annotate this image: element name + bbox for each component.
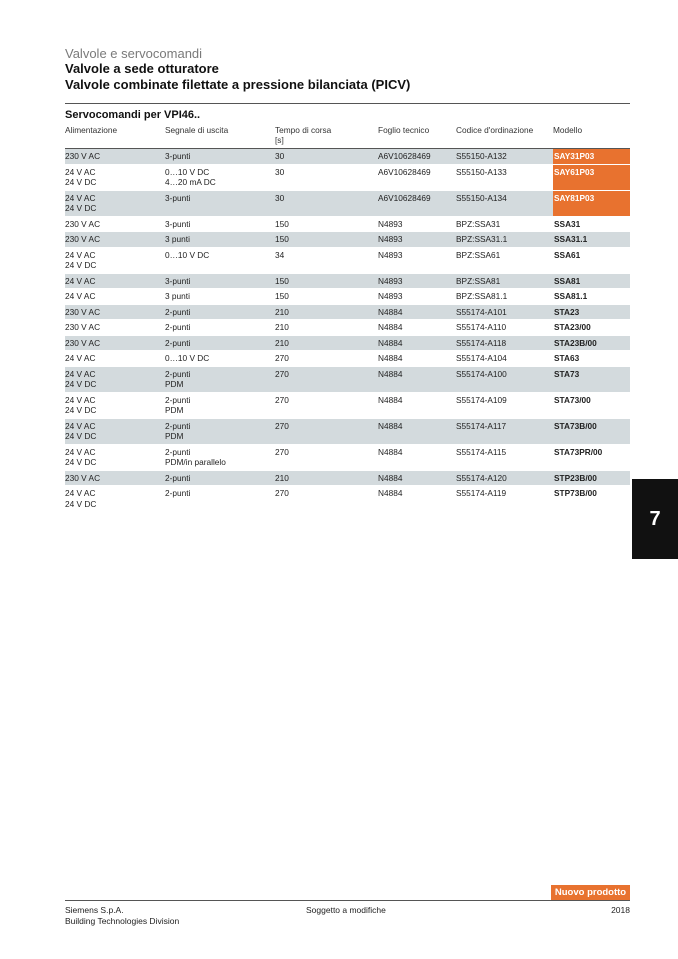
cell-tempo: 210	[275, 335, 378, 351]
table-row	[65, 486, 630, 512]
table-row	[65, 335, 630, 351]
cell-codice: S55174-A120	[456, 470, 553, 486]
cell-codice: BPZ:SSA61	[456, 247, 553, 273]
footer-company: Siemens S.p.A.	[65, 905, 124, 915]
col-codice: Codice d'ordinazione	[456, 123, 553, 149]
table-row	[65, 351, 630, 367]
table-row	[65, 190, 630, 216]
cell-codice: S55174-A110	[456, 320, 553, 336]
col-tempo: Tempo di corsa [s]	[275, 123, 378, 149]
cell-codice: S55174-A115	[456, 444, 553, 470]
table-row	[65, 418, 630, 444]
table-row	[65, 273, 630, 289]
cell-tempo: 270	[275, 351, 378, 367]
cell-modello: SSA81.1	[553, 289, 630, 305]
footer-divider	[65, 900, 630, 901]
cell-foglio: N4893	[378, 232, 456, 248]
cell-foglio: A6V10628469	[378, 164, 456, 190]
cell-tempo: 150	[275, 289, 378, 305]
cell-tempo: 150	[275, 216, 378, 232]
col-alimentazione: Alimentazione	[65, 123, 165, 149]
page-subtitle: Valvole combinate filettate a pressione bilanciata (PICV)	[65, 77, 411, 92]
cell-modello: SAY61P03	[553, 164, 630, 190]
cell-codice: BPZ:SSA81.1	[456, 289, 553, 305]
table-row	[65, 164, 630, 190]
cell-alimentazione: 230 V AC	[65, 232, 165, 248]
footer-year: 2018	[611, 905, 630, 915]
cell-foglio: N4884	[378, 366, 456, 392]
cell-tempo: 150	[275, 273, 378, 289]
cell-codice: BPZ:SSA31.1	[456, 232, 553, 248]
cell-segnale: 2-punti PDM	[165, 366, 275, 392]
cell-modello: STA73	[553, 366, 630, 392]
cell-segnale: 2-punti	[165, 304, 275, 320]
cell-alimentazione: 24 V AC 24 V DC	[65, 392, 165, 418]
cell-codice: BPZ:SSA31	[456, 216, 553, 232]
cell-foglio: N4884	[378, 418, 456, 444]
cell-segnale: 3-punti	[165, 190, 275, 216]
chapter-tab	[632, 479, 678, 559]
footer-division: Building Technologies Division	[65, 916, 180, 926]
cell-tempo: 210	[275, 320, 378, 336]
cell-alimentazione: 24 V AC	[65, 273, 165, 289]
new-product-badge: Nuovo prodotto	[551, 885, 630, 900]
cell-modello: SSA61	[553, 247, 630, 273]
cell-codice: S55174-A101	[456, 304, 553, 320]
section-title: Valvole e servocomandi	[65, 46, 203, 61]
table-body	[65, 149, 630, 512]
table-title: Servocomandi per VPI46..	[65, 109, 201, 121]
cell-tempo: 30	[275, 190, 378, 216]
cell-foglio: N4893	[378, 216, 456, 232]
cell-codice: S55174-A109	[456, 392, 553, 418]
col-modello: Modello	[553, 123, 630, 149]
table-header-row	[65, 123, 630, 149]
cell-alimentazione: 24 V AC 24 V DC	[65, 418, 165, 444]
cell-alimentazione: 230 V AC	[65, 335, 165, 351]
cell-foglio: N4884	[378, 444, 456, 470]
table-row	[65, 366, 630, 392]
cell-foglio: N4884	[378, 486, 456, 512]
col-foglio: Foglio tecnico	[378, 123, 456, 149]
page-header	[65, 46, 630, 93]
cell-alimentazione: 24 V AC	[65, 289, 165, 305]
cell-foglio: N4893	[378, 247, 456, 273]
cell-modello: SSA81	[553, 273, 630, 289]
cell-alimentazione: 230 V AC	[65, 320, 165, 336]
cell-alimentazione: 230 V AC	[65, 470, 165, 486]
cell-codice: S55150-A132	[456, 149, 553, 165]
cell-alimentazione: 24 V AC	[65, 351, 165, 367]
actuators-table	[65, 123, 630, 512]
cell-modello: STA73B/00	[553, 418, 630, 444]
cell-foglio: N4884	[378, 335, 456, 351]
cell-alimentazione: 230 V AC	[65, 149, 165, 165]
table-row	[65, 444, 630, 470]
cell-tempo: 210	[275, 304, 378, 320]
cell-foglio: N4893	[378, 273, 456, 289]
cell-codice: S55174-A117	[456, 418, 553, 444]
chapter-number: 7	[649, 507, 661, 530]
cell-segnale: 2-punti PDM/in parallelo	[165, 444, 275, 470]
cell-foglio: N4884	[378, 320, 456, 336]
cell-codice: S55174-A100	[456, 366, 553, 392]
cell-modello: STA23/00	[553, 320, 630, 336]
cell-codice: S55174-A118	[456, 335, 553, 351]
cell-foglio: N4884	[378, 304, 456, 320]
cell-foglio: N4884	[378, 351, 456, 367]
cell-alimentazione: 230 V AC	[65, 304, 165, 320]
cell-modello: STP23B/00	[553, 470, 630, 486]
footer-company-block	[65, 905, 179, 927]
cell-codice: S55150-A133	[456, 164, 553, 190]
cell-segnale: 0…10 V DC	[165, 247, 275, 273]
cell-alimentazione: 24 V AC 24 V DC	[65, 366, 165, 392]
cell-tempo: 150	[275, 232, 378, 248]
cell-modello: SAY31P03	[553, 149, 630, 165]
cell-foglio: A6V10628469	[378, 149, 456, 165]
cell-alimentazione: 24 V AC 24 V DC	[65, 444, 165, 470]
cell-segnale: 2-punti	[165, 486, 275, 512]
cell-tempo: 270	[275, 392, 378, 418]
cell-tempo: 34	[275, 247, 378, 273]
cell-alimentazione: 24 V AC 24 V DC	[65, 486, 165, 512]
cell-segnale: 2-punti PDM	[165, 418, 275, 444]
cell-foglio: N4884	[378, 470, 456, 486]
table-row	[65, 149, 630, 165]
cell-foglio: A6V10628469	[378, 190, 456, 216]
cell-tempo: 270	[275, 486, 378, 512]
cell-segnale: 3 punti	[165, 289, 275, 305]
cell-modello: STA73PR/00	[553, 444, 630, 470]
cell-segnale: 2-punti	[165, 335, 275, 351]
cell-modello: SAY81P03	[553, 190, 630, 216]
cell-alimentazione: 24 V AC 24 V DC	[65, 190, 165, 216]
cell-tempo: 30	[275, 149, 378, 165]
cell-modello: STA73/00	[553, 392, 630, 418]
cell-codice: S55174-A119	[456, 486, 553, 512]
cell-alimentazione: 24 V AC 24 V DC	[65, 247, 165, 273]
cell-tempo: 270	[275, 444, 378, 470]
table-row	[65, 304, 630, 320]
cell-tempo: 30	[275, 164, 378, 190]
cell-alimentazione: 24 V AC 24 V DC	[65, 164, 165, 190]
table-row	[65, 216, 630, 232]
cell-modello: STA23B/00	[553, 335, 630, 351]
cell-segnale: 0…10 V DC 4…20 mA DC	[165, 164, 275, 190]
table-row	[65, 392, 630, 418]
table-row	[65, 232, 630, 248]
cell-segnale: 3-punti	[165, 216, 275, 232]
table-row	[65, 470, 630, 486]
cell-segnale: 2-punti	[165, 470, 275, 486]
cell-modello: SSA31	[553, 216, 630, 232]
table-row	[65, 247, 630, 273]
table-row	[65, 320, 630, 336]
cell-tempo: 270	[275, 418, 378, 444]
cell-alimentazione: 230 V AC	[65, 216, 165, 232]
cell-segnale: 3-punti	[165, 149, 275, 165]
col-segnale: Segnale di uscita	[165, 123, 275, 149]
cell-modello: SSA31.1	[553, 232, 630, 248]
cell-segnale: 3-punti	[165, 273, 275, 289]
cell-codice: S55150-A134	[456, 190, 553, 216]
cell-codice: BPZ:SSA81	[456, 273, 553, 289]
page-title: Valvole a sede otturatore	[65, 61, 219, 76]
header-divider	[65, 103, 630, 104]
cell-modello: STA23	[553, 304, 630, 320]
footer-notice: Soggetto a modifiche	[306, 905, 386, 915]
cell-modello: STA63	[553, 351, 630, 367]
cell-segnale: 3 punti	[165, 232, 275, 248]
table-row	[65, 289, 630, 305]
cell-foglio: N4893	[378, 289, 456, 305]
cell-tempo: 210	[275, 470, 378, 486]
cell-segnale: 2-punti PDM	[165, 392, 275, 418]
cell-codice: S55174-A104	[456, 351, 553, 367]
cell-modello: STP73B/00	[553, 486, 630, 512]
cell-foglio: N4884	[378, 392, 456, 418]
cell-segnale: 0…10 V DC	[165, 351, 275, 367]
cell-tempo: 270	[275, 366, 378, 392]
cell-segnale: 2-punti	[165, 320, 275, 336]
